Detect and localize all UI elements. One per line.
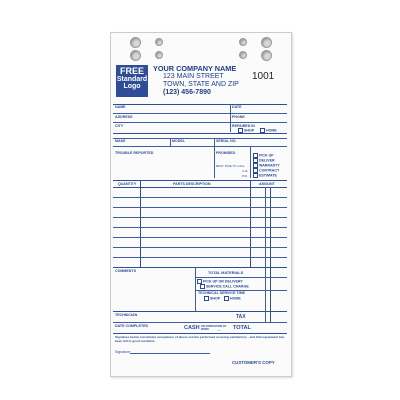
tech-shop-checkbox[interactable] (204, 296, 209, 301)
service-call-checkbox[interactable] (200, 284, 205, 289)
rule (250, 180, 251, 267)
binder-hole (155, 51, 163, 59)
rule (250, 146, 251, 178)
comments-label: COMMENTS (115, 269, 136, 273)
binder-hole (261, 50, 272, 61)
table-row (113, 257, 287, 258)
serial-label: SERIAL NO. (216, 139, 237, 143)
tech-shop (204, 296, 220, 301)
tech-home-label: HOME (230, 296, 241, 301)
rule (113, 122, 287, 123)
rule (195, 277, 287, 278)
estimate-checkbox[interactable] (253, 173, 258, 178)
rule (113, 113, 287, 114)
trouble-label: TROUBLE REPORTED (115, 151, 154, 155)
rule (140, 180, 141, 267)
option-label: ESTIMATE (259, 173, 277, 178)
pm-label: P.M. (242, 174, 248, 178)
tech-shop-label: SHOP (210, 296, 221, 301)
city-label: CITY (115, 124, 124, 128)
binder-hole (130, 50, 141, 61)
option-label: CONTRACT (259, 168, 280, 173)
table-row (113, 247, 287, 248)
model-label: MODEL (172, 139, 185, 143)
quantity-header: QUANTITY (118, 182, 137, 186)
option-estimate (253, 173, 277, 178)
table-row (113, 207, 287, 208)
rule (230, 104, 231, 113)
rule (113, 267, 287, 268)
company-city: TOWN, STATE AND ZIP (163, 81, 239, 88)
binder-hole (130, 37, 141, 48)
tech-home-checkbox[interactable] (224, 296, 229, 301)
cash-label: CASH (184, 325, 200, 331)
tech-home (224, 296, 241, 301)
pickup-delivery-label: PICK UP OR DELIVERY (203, 279, 243, 284)
logo-free: FREE (119, 66, 144, 76)
rule (113, 138, 287, 139)
date-completed-label: DATE COMPLETED (115, 324, 149, 328)
binder-hole (239, 38, 247, 46)
rule (113, 104, 287, 105)
total-materials-label: TOTAL MATERIALS (208, 271, 244, 275)
amount-header: AMOUNT (259, 182, 275, 186)
tax-label: TAX (236, 314, 246, 320)
rule (113, 322, 287, 323)
rule (113, 133, 287, 134)
rule (214, 146, 215, 178)
technician-label: TECHNICIAN (115, 313, 138, 317)
table-row (113, 227, 287, 228)
company-name: YOUR COMPANY NAME (153, 64, 237, 73)
binder-hole (261, 37, 272, 48)
standard-logo (116, 65, 148, 97)
binder-hole (239, 51, 247, 59)
option-label: DELIVER (259, 158, 275, 163)
am-label: A.M. (242, 169, 249, 173)
table-row (113, 237, 287, 238)
company-street: 123 MAIN STREET (163, 73, 224, 80)
tech-service-label: TECHNICAL SERVICE TIME (198, 291, 245, 295)
rule (113, 146, 287, 147)
make-label: MAKE (115, 139, 126, 143)
rule (195, 267, 196, 311)
disclaimer: Signature below constitutes acceptance of above service performed as being satisfactory - and that equipment has been left in good condition. (115, 335, 285, 343)
date-label: DATE (232, 105, 242, 109)
repaired-in-label: REPAIRED IN (232, 124, 255, 128)
copy-label: CUSTOMER'S COPY (232, 360, 275, 365)
signature-line (130, 353, 210, 354)
rule (214, 138, 215, 146)
option-label: WARRANTY (259, 163, 280, 168)
table-row (113, 217, 287, 218)
shop-label: SHOP (244, 128, 255, 133)
total-label: TOTAL (233, 325, 251, 331)
service-call-label: SERVICE CALL CHARGE (206, 284, 249, 289)
name-label: NAME (115, 105, 126, 109)
form-number: 1001 (252, 71, 275, 82)
home-label: HOME (266, 128, 277, 133)
arrow-icon: → (216, 327, 221, 333)
phone-label: PHONE (232, 115, 245, 119)
logo-standard: Standard (116, 76, 148, 83)
rule (170, 138, 171, 146)
rule (113, 311, 287, 312)
address-label: ADDRESS (115, 115, 133, 119)
signature-label: Signature (115, 350, 131, 354)
parts-header: PARTS DESCRIPTION (173, 182, 211, 186)
service-call-row (200, 284, 249, 289)
promised-label: PROMISED (216, 151, 236, 155)
table-row (113, 197, 287, 198)
option-label: PICK UP (259, 153, 274, 158)
logo-logo: Logo (123, 83, 141, 90)
company-phone: (123) 456-7890 (163, 89, 211, 96)
rule (113, 333, 287, 334)
rule (230, 113, 231, 122)
on-completion-label: ON COMPLETION OF WORK (201, 325, 227, 331)
rule (230, 122, 231, 132)
binder-hole (155, 38, 163, 46)
best-time-label: BEST TIME TO CALL (216, 164, 245, 168)
